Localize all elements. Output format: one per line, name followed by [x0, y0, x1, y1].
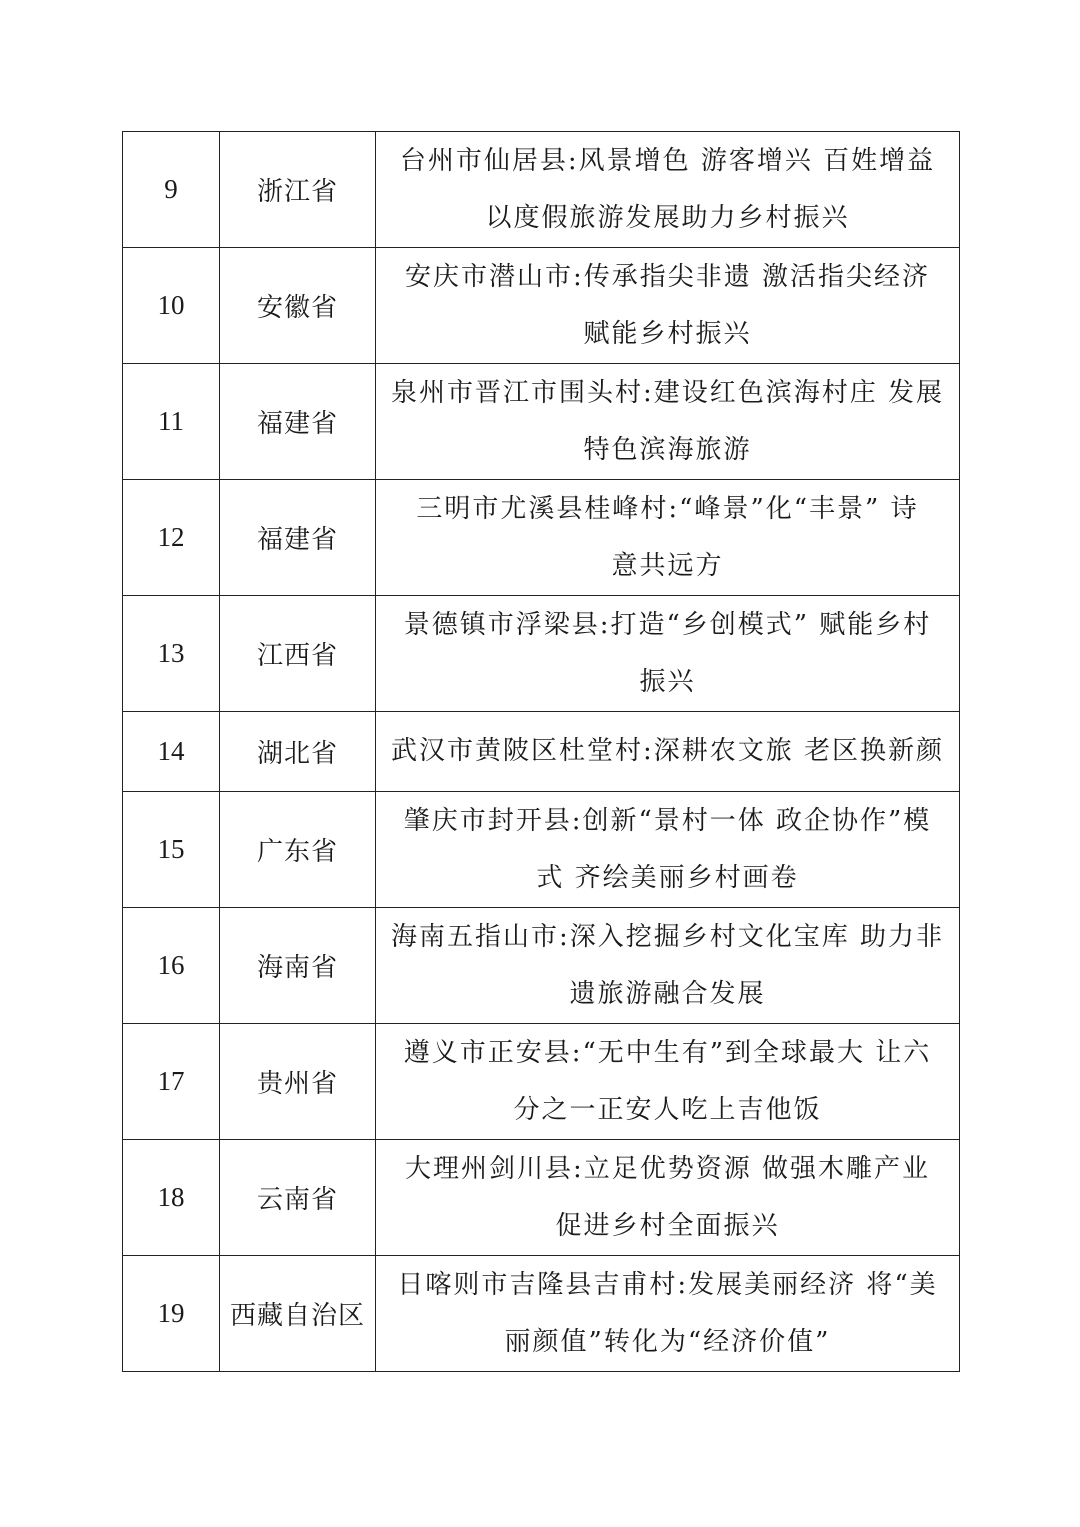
row-number: 19	[123, 1256, 220, 1372]
province-cell: 浙江省	[220, 132, 376, 248]
table-row	[123, 712, 960, 792]
case-description	[376, 1140, 960, 1256]
table-row	[123, 248, 960, 364]
case-description-line: 遗旅游融合发展	[569, 978, 766, 1009]
case-description	[376, 248, 960, 364]
case-description-line: 三明市尤溪县桂峰村:“峰景”化“丰景” 诗	[416, 493, 919, 524]
case-description-line: 肇庆市封开县:创新“景村一体 政企协作”模	[403, 805, 932, 836]
case-description	[376, 792, 960, 908]
province-cell: 云南省	[220, 1140, 376, 1256]
case-description-line: 赋能乡村振兴	[583, 318, 752, 349]
case-description	[376, 132, 960, 248]
row-number: 17	[123, 1024, 220, 1140]
case-description	[376, 712, 960, 792]
province-cell: 广东省	[220, 792, 376, 908]
case-description-line: 大理州剑川县:立足优势资源 做强木雕产业	[404, 1153, 931, 1184]
province-cell: 江西省	[220, 596, 376, 712]
province-cell: 安徽省	[220, 248, 376, 364]
case-table	[122, 131, 960, 1372]
province-cell: 海南省	[220, 908, 376, 1024]
table-row	[123, 792, 960, 908]
row-number: 16	[123, 908, 220, 1024]
case-description	[376, 908, 960, 1024]
case-description-line: 日喀则市吉隆县吉甫村:发展美丽经济 将“美	[397, 1269, 938, 1300]
table-row	[123, 480, 960, 596]
table-row	[123, 1256, 960, 1372]
case-description-line: 丽颜值”转化为“经济价值”	[504, 1326, 831, 1357]
row-number: 14	[123, 712, 220, 792]
case-description	[376, 1024, 960, 1140]
case-description	[376, 596, 960, 712]
case-description-line: 台州市仙居县:风景增色 游客增兴 百姓增益	[399, 145, 936, 176]
case-description-line: 武汉市黄陂区杜堂村:深耕农文旅 老区换新颜	[390, 736, 945, 766]
table-row	[123, 596, 960, 712]
case-description-line: 分之一正安人吃上吉他饭	[513, 1094, 822, 1125]
case-description-line: 式 齐绘美丽乡村画卷	[536, 862, 799, 893]
row-number: 12	[123, 480, 220, 596]
row-number: 13	[123, 596, 220, 712]
case-description-line: 安庆市潜山市:传承指尖非遗 激活指尖经济	[404, 261, 931, 292]
row-number: 9	[123, 132, 220, 248]
case-description-line: 海南五指山市:深入挖掘乡村文化宝库 助力非	[390, 921, 945, 952]
case-description-line: 遵义市正安县:“无中生有”到全球最大 让六	[403, 1037, 932, 1068]
table-row	[123, 1024, 960, 1140]
province-cell: 福建省	[220, 364, 376, 480]
row-number: 15	[123, 792, 220, 908]
case-description-line: 促进乡村全面振兴	[555, 1210, 780, 1241]
row-number: 10	[123, 248, 220, 364]
province-cell: 福建省	[220, 480, 376, 596]
case-description	[376, 364, 960, 480]
case-description-line: 意共远方	[611, 550, 724, 581]
province-cell: 西藏自治区	[220, 1256, 376, 1372]
table-row	[123, 1140, 960, 1256]
province-cell: 湖北省	[220, 712, 376, 792]
row-number: 11	[123, 364, 220, 480]
case-description	[376, 480, 960, 596]
province-cell: 贵州省	[220, 1024, 376, 1140]
case-description-line: 特色滨海旅游	[583, 434, 752, 465]
case-description-line: 以度假旅游发展助力乡村振兴	[485, 202, 850, 233]
table-row	[123, 364, 960, 480]
case-description-line: 泉州市晋江市围头村:建设红色滨海村庄 发展	[390, 377, 945, 408]
row-number: 18	[123, 1140, 220, 1256]
table-row	[123, 132, 960, 248]
case-description-line: 振兴	[639, 666, 696, 697]
case-description	[376, 1256, 960, 1372]
case-description-line: 景德镇市浮梁县:打造“乡创模式” 赋能乡村	[403, 609, 932, 640]
table-row	[123, 908, 960, 1024]
